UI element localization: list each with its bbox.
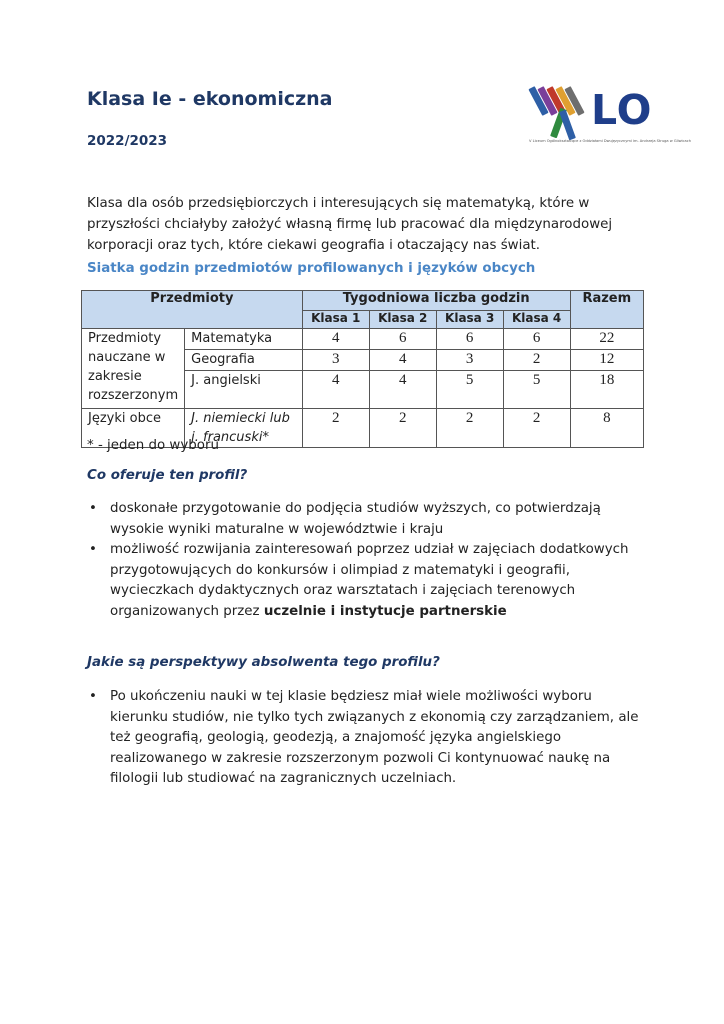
offer-heading: Co oferuje ten profil? — [87, 468, 248, 483]
bullet-icon: • — [89, 689, 97, 704]
hours-table — [81, 290, 644, 448]
total-header: Razem — [570, 291, 643, 329]
hours-cell: 3 — [302, 350, 369, 371]
logo-text: LO — [591, 86, 653, 134]
offer-list — [87, 499, 647, 622]
list-item — [87, 687, 647, 790]
hours-cell: 2 — [436, 409, 503, 448]
hours-cell: 4 — [369, 350, 436, 371]
class-2-header: Klasa 2 — [369, 311, 436, 329]
list-item — [87, 540, 647, 622]
subject-cell: J. niemiecki lub j. francuski* — [185, 409, 303, 448]
perspectives-list — [87, 687, 647, 790]
intro-paragraph: Klasa dla osób przedsiębiorczych i interesujących się matematyką, które w przyszłości chciałyby założyć własną firmę lub pracować dla międzynarodowej korporacji oraz tych, które ciekawi geografia i otaczający nas świat. — [87, 196, 613, 253]
list-item-text: doskonałe przygotowanie do podjęcia studiów wyższych, co potwierdzają wysokie wyniki maturalne w województwie i kraju — [110, 501, 601, 537]
subject-cell: Matematyka — [185, 329, 303, 350]
weekly-hours-header: Tygodniowa liczba godzin — [302, 291, 570, 311]
hours-cell: 2 — [302, 409, 369, 448]
list-item-text: Po ukończeniu nauki w tej klasie będziesz miał wiele możliwości wyboru kierunku studiów, nie tylko tych związanych z ekonomią czy zarządzaniem, ale też geografią, geologią, geodezją, a znajomość języka angielskiego realizowanego w zakresie rozszerzonym pozwoli Ci kontynuować naukę na filologii lub studiować na zagranicznych uczelniach. — [110, 689, 639, 786]
class-3-header: Klasa 3 — [436, 311, 503, 329]
class-1-header: Klasa 1 — [302, 311, 369, 329]
page-title: Klasa Ie - ekonomiczna — [87, 88, 333, 110]
hours-cell: 2 — [503, 350, 570, 371]
hours-cell: 6 — [436, 329, 503, 350]
partners-emphasis: uczelnie i instytucje partnerskie — [263, 603, 507, 619]
table-footnote: * - jeden do wyboru — [87, 438, 219, 453]
bullet-icon: • — [89, 542, 97, 557]
hours-cell: 4 — [302, 329, 369, 350]
total-cell: 8 — [570, 409, 643, 448]
class-4-header: Klasa 4 — [503, 311, 570, 329]
total-cell: 18 — [570, 371, 643, 409]
total-cell: 22 — [570, 329, 643, 350]
school-year: 2022/2023 — [87, 133, 168, 149]
table-heading: Siatka godzin przedmiotów profilowanych i języków obcych — [87, 261, 536, 276]
school-logo — [527, 80, 691, 150]
subject-cell: Geografia — [185, 350, 303, 371]
hours-cell: 4 — [302, 371, 369, 409]
hours-cell: 5 — [503, 371, 570, 409]
hours-cell: 3 — [436, 350, 503, 371]
total-cell: 12 — [570, 350, 643, 371]
group-label: Przedmioty nauczane w zakresie rozszerzonym — [82, 329, 185, 409]
hours-cell: 4 — [369, 371, 436, 409]
list-item — [87, 499, 647, 540]
bullet-icon: • — [89, 501, 97, 516]
subjects-header: Przedmioty — [82, 291, 303, 329]
table-header-row — [82, 291, 644, 311]
perspectives-heading: Jakie są perspektywy absolwenta tego profilu? — [87, 655, 440, 670]
group-label: Języki obce — [82, 409, 185, 448]
hours-cell: 2 — [503, 409, 570, 448]
table-row — [82, 329, 644, 350]
hours-cell: 2 — [369, 409, 436, 448]
subject-cell: J. angielski — [185, 371, 303, 409]
hours-cell: 6 — [369, 329, 436, 350]
hours-cell: 5 — [436, 371, 503, 409]
hours-cell: 6 — [503, 329, 570, 350]
logo-book — [559, 110, 576, 141]
logo-caption: V Liceum Ogólnokształcące z Oddziałami Dwujęzycznymi im. Andrzeja Struga w Gliwicach — [529, 139, 691, 143]
list-item-text: możliwość rozwijania zainteresowań poprzez udział w zajęciach dodatkowych przygotowujących do konkursów i olimpiad z matematyki i geografii, wycieczkach dydaktycznych oraz warsztatach i zajęciach terenowych organizowanych przez — [110, 542, 629, 619]
